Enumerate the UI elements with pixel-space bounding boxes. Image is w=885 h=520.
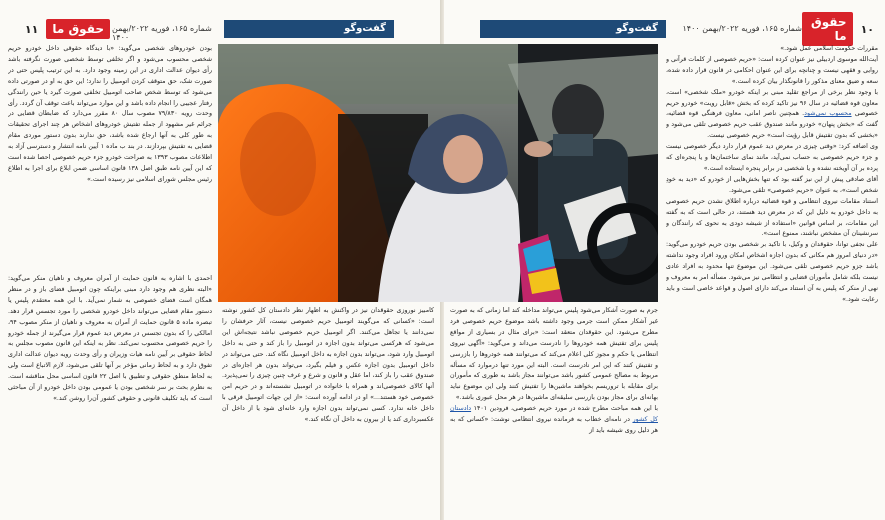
left-page-header	[0, 18, 110, 40]
paragraph-text: با این همه مباحث مطرح شده در مورد حریم خصوصی، فرودین ۱۴۰۱	[473, 405, 658, 413]
paragraph: آقای صادقی پیش از این نیز گفته بود که تنها بخش‌هایی از خودرو که «دید به خودِ شخص است»، به عنوان «حریم خصوصی» تلقی می‌شود.	[666, 175, 878, 194]
paragraph	[666, 88, 878, 143]
officer-collar	[553, 134, 593, 156]
section-title: گفت‌وگو	[480, 20, 666, 38]
news-photo	[218, 44, 658, 302]
photo-caption	[222, 306, 434, 520]
paragraph: وی اضافه کرد: «وقتی چیزی در معرض دید عموم قرار دارد دیگر خصوصی نیست و جزء حریم خصوصی به حساب نمی‌آید، مانند نمای ساختمان‌ها و یا پنجره‌ای که پرده بر آن آویخته نشده و یا شخصی در برابر پنجره ایستاده است.»	[666, 143, 878, 172]
section-title: گفت‌وگو	[224, 20, 394, 38]
car-inspection-illustration	[218, 44, 658, 302]
page-number: ۱۰	[860, 22, 874, 36]
officer-hand	[524, 141, 552, 157]
issue-info: شماره ۱۶۵، فوریه ۲۰۲۲/بهمن ۱۴۰۰	[682, 24, 802, 33]
right-page-header	[802, 15, 882, 43]
paragraph: احمدی با اشاره به قانون حمایت از آمران معروف و ناهیان منکر می‌گوید: «البته نظری هم وجود دارد مبنی براینکه چون اتومبیل فضای باز و در منظر همگان است فضای خصوصی به شمار نمی‌آید. با این همه معتقدم پلیس یا دستور مقام قضایی می‌تواند داخل خودرو شخصی را مورد تجسس قرار دهد. تبصره ماده ۵ قانون حمایت از آمران به معروف و ناهیان از منکر مصوب ۹۴، امالکی را که بدون تجسس در معرض دید عموم قرار می‌گیرند از جمله خودرو را حریم خصوصی محسوب نمی‌کند. نظر به اینکه این قانون مصوب مجلس به لحاظ حقوقی بر آیین نامه هیات وزیران و رأی وحدت رویه دیوان عدالت اداری تفوق دارد و به لحاظ زمانی مؤخر بر آنها تلقی می‌شود، لازم الاتباع است ولی به لحاظ منطق حقوقی و تطبیق با اصل ۲۲ قانون اساسی محل مناقشه است. به نظرم بحث بر سر شخصی بودن یا عمومی بودن داخل خودرو از آن مباحثی است که باید تکلیف قانونی و حقوقی کشور آن‌را روشن کند.»	[8, 275, 212, 402]
paragraph: مقررات حکومت اسلامی عمل شود.»	[780, 45, 878, 52]
text-column	[450, 306, 658, 520]
paragraph: بودن خودروهای شخصی می‌گوید: «با دیدگاه حقوقی داخل خودرو حریم شخصی محسوب می‌شود و اگر تخلفی توسط شخصی صورت نگرفته باشد رأی دیوان عدالت اداری در این زمینه وجود دارد. به این ترتیب پلیس حتی در صورت شک، حق متوقف کردن اتومبیل را ندارد؛ این حق به او در صورتی داده می‌شود که توسط شخص صاحب اتومبیل تخلفی صورت گیرد یا حین رانندگی رفتار عجیبی را انجام داده باشد و این موارد می‌تواند باعث توقف آن گردد. رأی وحدت رویه ۷۹/۸۳۰ مصوب سال ۸۰ مقرر می‌دارد که ضابطان قضایی در جرائم غیر مشهود از جمله تفتیش خودروهای اشخاص هر چند اجرای تحقیقات به طور کلی به آنها ارجاع شده باشد، حق ندارند بدون دستور موردی مقام قضایی به تفتیش بپردازند. در بند ب ماده ۱ آیین نامه انتشار و دسترسی آزاد به اطلاعات مصوب ۱۳۹۳ به صراحت خودرو جزء حریم خصوصی احصا شده است که این آیین نامه طبق اصل ۱۳۸ قانون اساسی ضمن ابلاغ برای اجرا به اطلاع رئیس مجلس شورای اسلامی نیز رسیده است.»	[8, 45, 212, 183]
paragraph: جرم به صورت آشکار می‌شود پلیس می‌تواند مداخله کند اما زمانی که به صورت غیر آشکار ممکن است جرمی وجود داشته باشد موضوع حریم خصوصی فرد مطرح می‌شود. این حقوقدان متعقد است: «برای مثال در بسیاری از مواقع پلیس برای تفتیش همه خودروها را نادرست می‌داند و می‌گوید: «آگهی نیروی انتظامی یا حکم و مجوز کلی اعلام می‌کند که می‌توانند همه خودروها را بازرسی و تفتیش کنند که این امر نادرست است. البته این مورد تنها درموارد که مسأله مربوط به مصالح عمومی کشور باشد می‌توانند مجاز باشد به طوری که مأموران برای مقابله با تروریسم بخواهند ماشین‌ها را تفتیش کنند ولی این موضوع نباید بهانه‌ای برای مجاز بودن بازرسی سلیقه‌ای ماشین‌ها در هر محل عبوری باشد.»	[450, 307, 658, 402]
inline-link[interactable]: محسوب نمی‌شود	[804, 110, 852, 118]
paragraph	[450, 404, 658, 437]
paragraph: علی نجفی توانا، حقوقدان و وکیل، با تاکید بر شخصی بودن حریم خودرو می‌گوید: «در دنیای امروز هم مکانی که بدون اجازه اشخاص امکان ورود افراد وجود نداشته باشد جزو حریم خصوصی تلقی می‌شود. این موضوع تنها محدود به افراد عادی نیست بلکه شامل مأموران قضایی و انتظامی نیز می‌شود. مسأله امر به معروف و نهی از منکر که پلیس به آن استناد می‌کند دارای اصول و قواعد خاصی است و باید رعایت شود.»	[666, 241, 878, 303]
text-column	[666, 44, 878, 520]
paragraph-text: با وجود نظر برخی از مراجع تقلید مبنی بر اینکه خودرو «ملک شخصی» است، معاون قوه قضائیه در سال ۹۶ نیز تاکید کرده که بخش «قابل رویت» خودرو حریم خصوصی	[666, 88, 878, 118]
issue-info: شماره ۱۶۵، فوریه ۲۰۲۲/بهمن ۱۴۰۰	[112, 24, 212, 42]
paragraph: استناد مقامات نیروی انتظامی و قوه قضائیه درباره اطلاق نشدن حریم خصوصی به داخل خودرو به دلیل این که در معرض دید هستند، در حالی است که به گفته این مقامات، بر اساس قوانین «استفاده از شیشه دودی به نحوی که رانندگان و سرنشینان آن مشخص نباشند، ممنوع است».	[666, 197, 878, 238]
paragraph: آیت‌الله موسوی اردبیلی نیز عنوان کرده است: «حریم خصوصی از کلمات قرآنی و روایی و فقهی نیست و چنانچه برای این عنوان احکامی در قانون قرار داده شده، سعه و ضیق معنای مذکور را قانونگذار بیان کرده است.»	[666, 55, 878, 85]
paragraph-text: . همچنین ناصر امانی، معاون فرهنگی قوه قضائیه، گفت که «بخش پنهان» خودرو مانند صندوق عقب حریم خصوصی تلقی می‌شود و «بخشی که بدون تفتیش قابل رؤیت است» حریم خصوصی نیست.	[666, 110, 878, 140]
text-column	[8, 274, 212, 520]
brand-logo: حقوق ما	[46, 19, 110, 39]
blurred-face	[443, 135, 483, 183]
text-column	[8, 44, 212, 270]
caption-text: کامبیز نوروزی حقوقدان نیز در واکنش به اظهار نظر دادستان کل کشور نوشته است: «کسانی که می‌گویند اتومبیل حریم خصوصی نیست، آثار حرفشان را نمی‌دانند یا تجاهل می‌کنند. اگر اتومبیل حریم خصوصی نباشد نتیجه‌اش این می‌شود که هرکسی می‌تواند بدون اجازه در اتومبیل را باز کند و حتی به داخل اتومبیل وارد شود، می‌تواند بدون اجازه به داخل اتومبیل نگاه کند. حتی می‌تواند در داخل اتومبیل بدون اجازه عکس و فیلم بگیرد، می‌تواند بدون هر اجازه‌ای در صندوق عقب را باز کند، اما عقل و قانون و شرع و عرف چنین چیزی را نمی‌پذیرد. آنها کالای خصوصی‌اند و همراه با خانواده در اتومبیل نشسته‌اند و در حریم امن خصوصی خود هستند...» او در ادامه آورده است: «از این جهات اتومبیل فرقی با داخل خانه ندارد. کسی نمی‌تواند بدون اجازه وارد خانه‌ای شود یا از داخل آن عکسبرداری کند یا از بیرون به داخل آن نگاه کند.»	[222, 307, 434, 424]
inline-link[interactable]: دادستان کل کشور	[450, 405, 658, 424]
scarf-shadow	[240, 112, 316, 216]
brand-logo: حقوق ما	[802, 12, 853, 46]
paragraph-text: در نامه‌ای خطاب به فرمانده نیروی انتظامی نوشت: «کسانی که به هر دلیل روی شیشه باید از	[450, 416, 658, 434]
page-number: ۱۱	[24, 22, 39, 36]
